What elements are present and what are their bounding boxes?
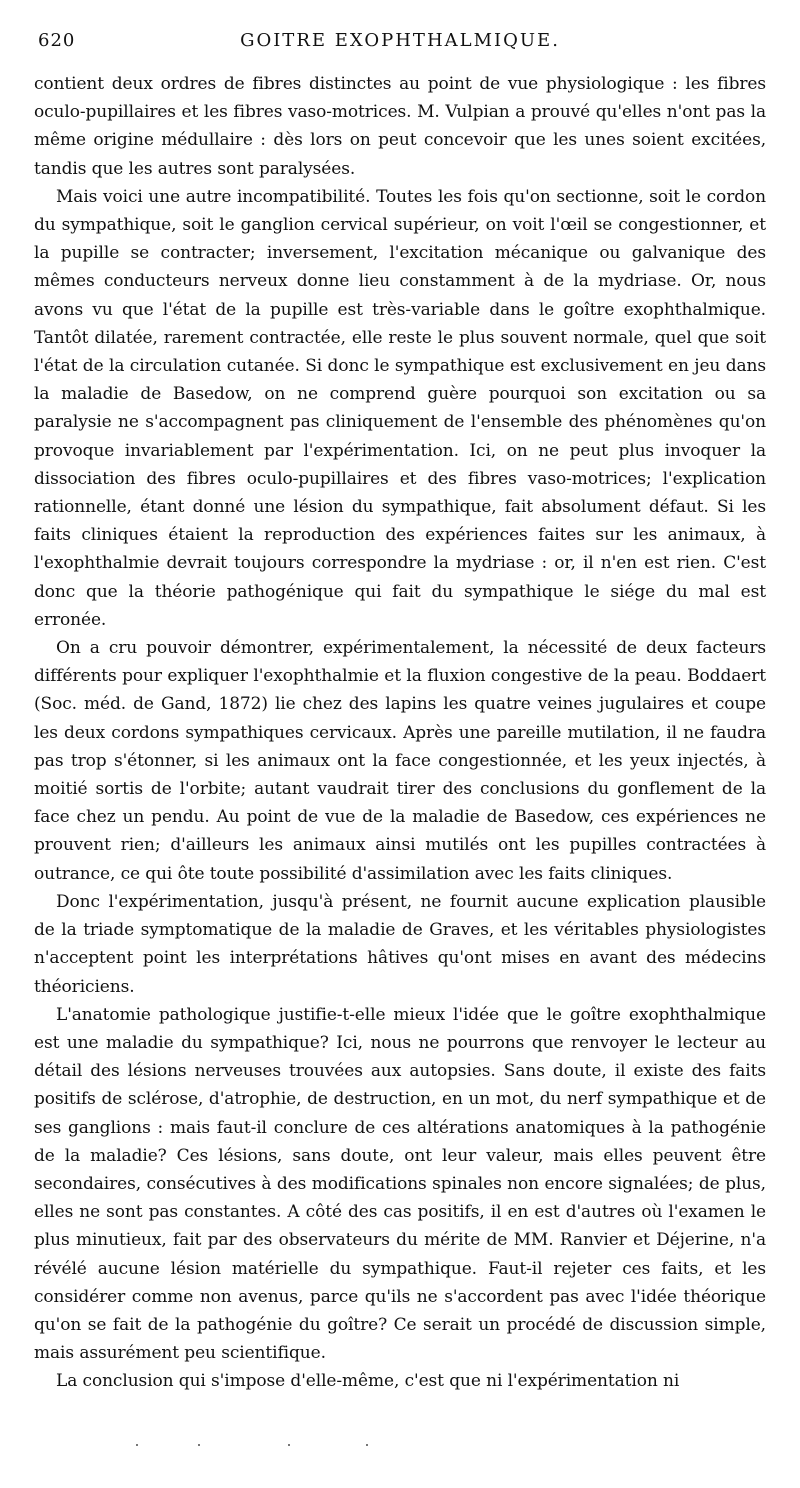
paragraph: On a cru pouvoir démontrer, expérimentalement, la nécessité de deux facteurs différents pour expliquer l'exophthalmie et la fluxion congestive de la peau. Boddaert (Soc. méd. de Gand, 1872) lie chez des lapins les quatre veines jugulaires et coupe les deux cordons sympathiques cervicaux. Après une pareille mutilation, il ne faudra pas trop s'étonner, si les animaux ont la face congestionnée, et les yeux injectés, à moitié sortis de l'orbite; autant vaudrait tirer des conclusions du gonflement de la face chez un pendu. Au point de vue de la maladie de Basedow, ces expériences ne prouvent rien; d'ailleurs les animaux ainsi mutilés ont les pupilles contractées à outrance, ce qui ôte toute possibilité d'assimilation avec les faits cliniques.	[34, 638, 766, 884]
book-page	[34, 30, 766, 1396]
print-speck	[366, 1444, 368, 1446]
page-number: 620	[38, 30, 76, 51]
print-speck	[288, 1444, 290, 1446]
paragraph: La conclusion qui s'impose d'elle-même, c'est que ni l'expérimentation ni	[56, 1371, 680, 1392]
paragraph: Donc l'expérimentation, jusqu'à présent, ne fournit aucune explication plausible de la triade symptomatique de la maladie de Graves, et les véritables physiologistes n'acceptent point les interprétations hâtives qu'ont mises en avant des médecins théoriciens.	[34, 891, 766, 997]
paragraph: contient deux ordres de fibres distinctes au point de vue physiologique : les fibres oculo-pupillaires et les fibres vaso-motrices. M. Vulpian a prouvé qu'elles n'ont pas la même origine médullaire : dès lors on peut concevoir que les unes soient excitées, tandis que les autres sont paralysées.	[34, 74, 766, 179]
print-speck	[136, 1444, 138, 1446]
running-head	[34, 30, 766, 56]
body-text	[34, 70, 766, 1396]
print-specks	[136, 1444, 376, 1448]
paragraph: Mais voici une autre incompatibilité. Toutes les fois qu'on sectionne, soit le cordon du sympathique, soit le ganglion cervical supérieur, on voit l'œil se congestionner, et la pupille se contracter; inversement, l'excitation mécanique ou galvanique des mêmes conducteurs nerveux donne lieu constamment à de la mydriase. Or, nous avons vu que l'état de la pupille est très-variable dans le goître exophthalmique. Tantôt dilatée, rarement contractée, elle reste le plus souvent normale, quel que soit l'état de la circulation cutanée. Si donc le sympathique est exclusivement en jeu dans la maladie de Basedow, on ne comprend guère pourquoi son excitation ou sa paralysie ne s'accompagnent pas cliniquement de l'ensemble des phénomènes qu'on provoque invariablement par l'expérimentation. Ici, on ne peut plus invoquer la dissociation des fibres oculo-pupillaires et des fibres vaso-motrices; l'explication rationnelle, étant donné une lésion du sympathique, fait absolument défaut. Si les faits cliniques étaient la reproduction des expériences faites sur les animaux, à l'exophthalmie devrait toujours correspondre la mydriase : or, il n'en est rien. C'est donc que la théorie pathogénique qui fait du sympathique le siége du mal est erronée.	[34, 186, 766, 630]
running-title: GOITRE EXOPHTHALMIQUE.	[240, 30, 560, 51]
print-speck	[198, 1444, 200, 1446]
paragraph: L'anatomie pathologique justifie-t-elle mieux l'idée que le goître exophthalmique est une maladie du sympathique? Ici, nous ne pourrons que renvoyer le lecteur au détail des lésions nerveuses trouvées aux autopsies. Sans doute, il existe des faits positifs de sclérose, d'atrophie, de destruction, en un mot, du nerf sympathique et de ses ganglions : mais faut-il conclure de ces altérations anatomiques à la pathogénie de la maladie? Ces lésions, sans doute, ont leur valeur, mais elles peuvent être secondaires, consécutives à des modifications spinales non encore signalées; de plus, elles ne sont pas constantes. A côté des cas positifs, il en est d'autres où l'examen le plus minutieux, fait par des observateurs du mérite de MM. Ranvier et Déjerine, n'a révélé aucune lésion matérielle du sympathique. Faut-il rejeter ces faits, et les considérer comme non avenus, parce qu'ils ne s'accordent pas avec l'idée théorique qu'on se fait de la pathogénie du goître? Ce serait un procédé de discussion simple, mais assurément peu scientifique.	[34, 1004, 766, 1364]
